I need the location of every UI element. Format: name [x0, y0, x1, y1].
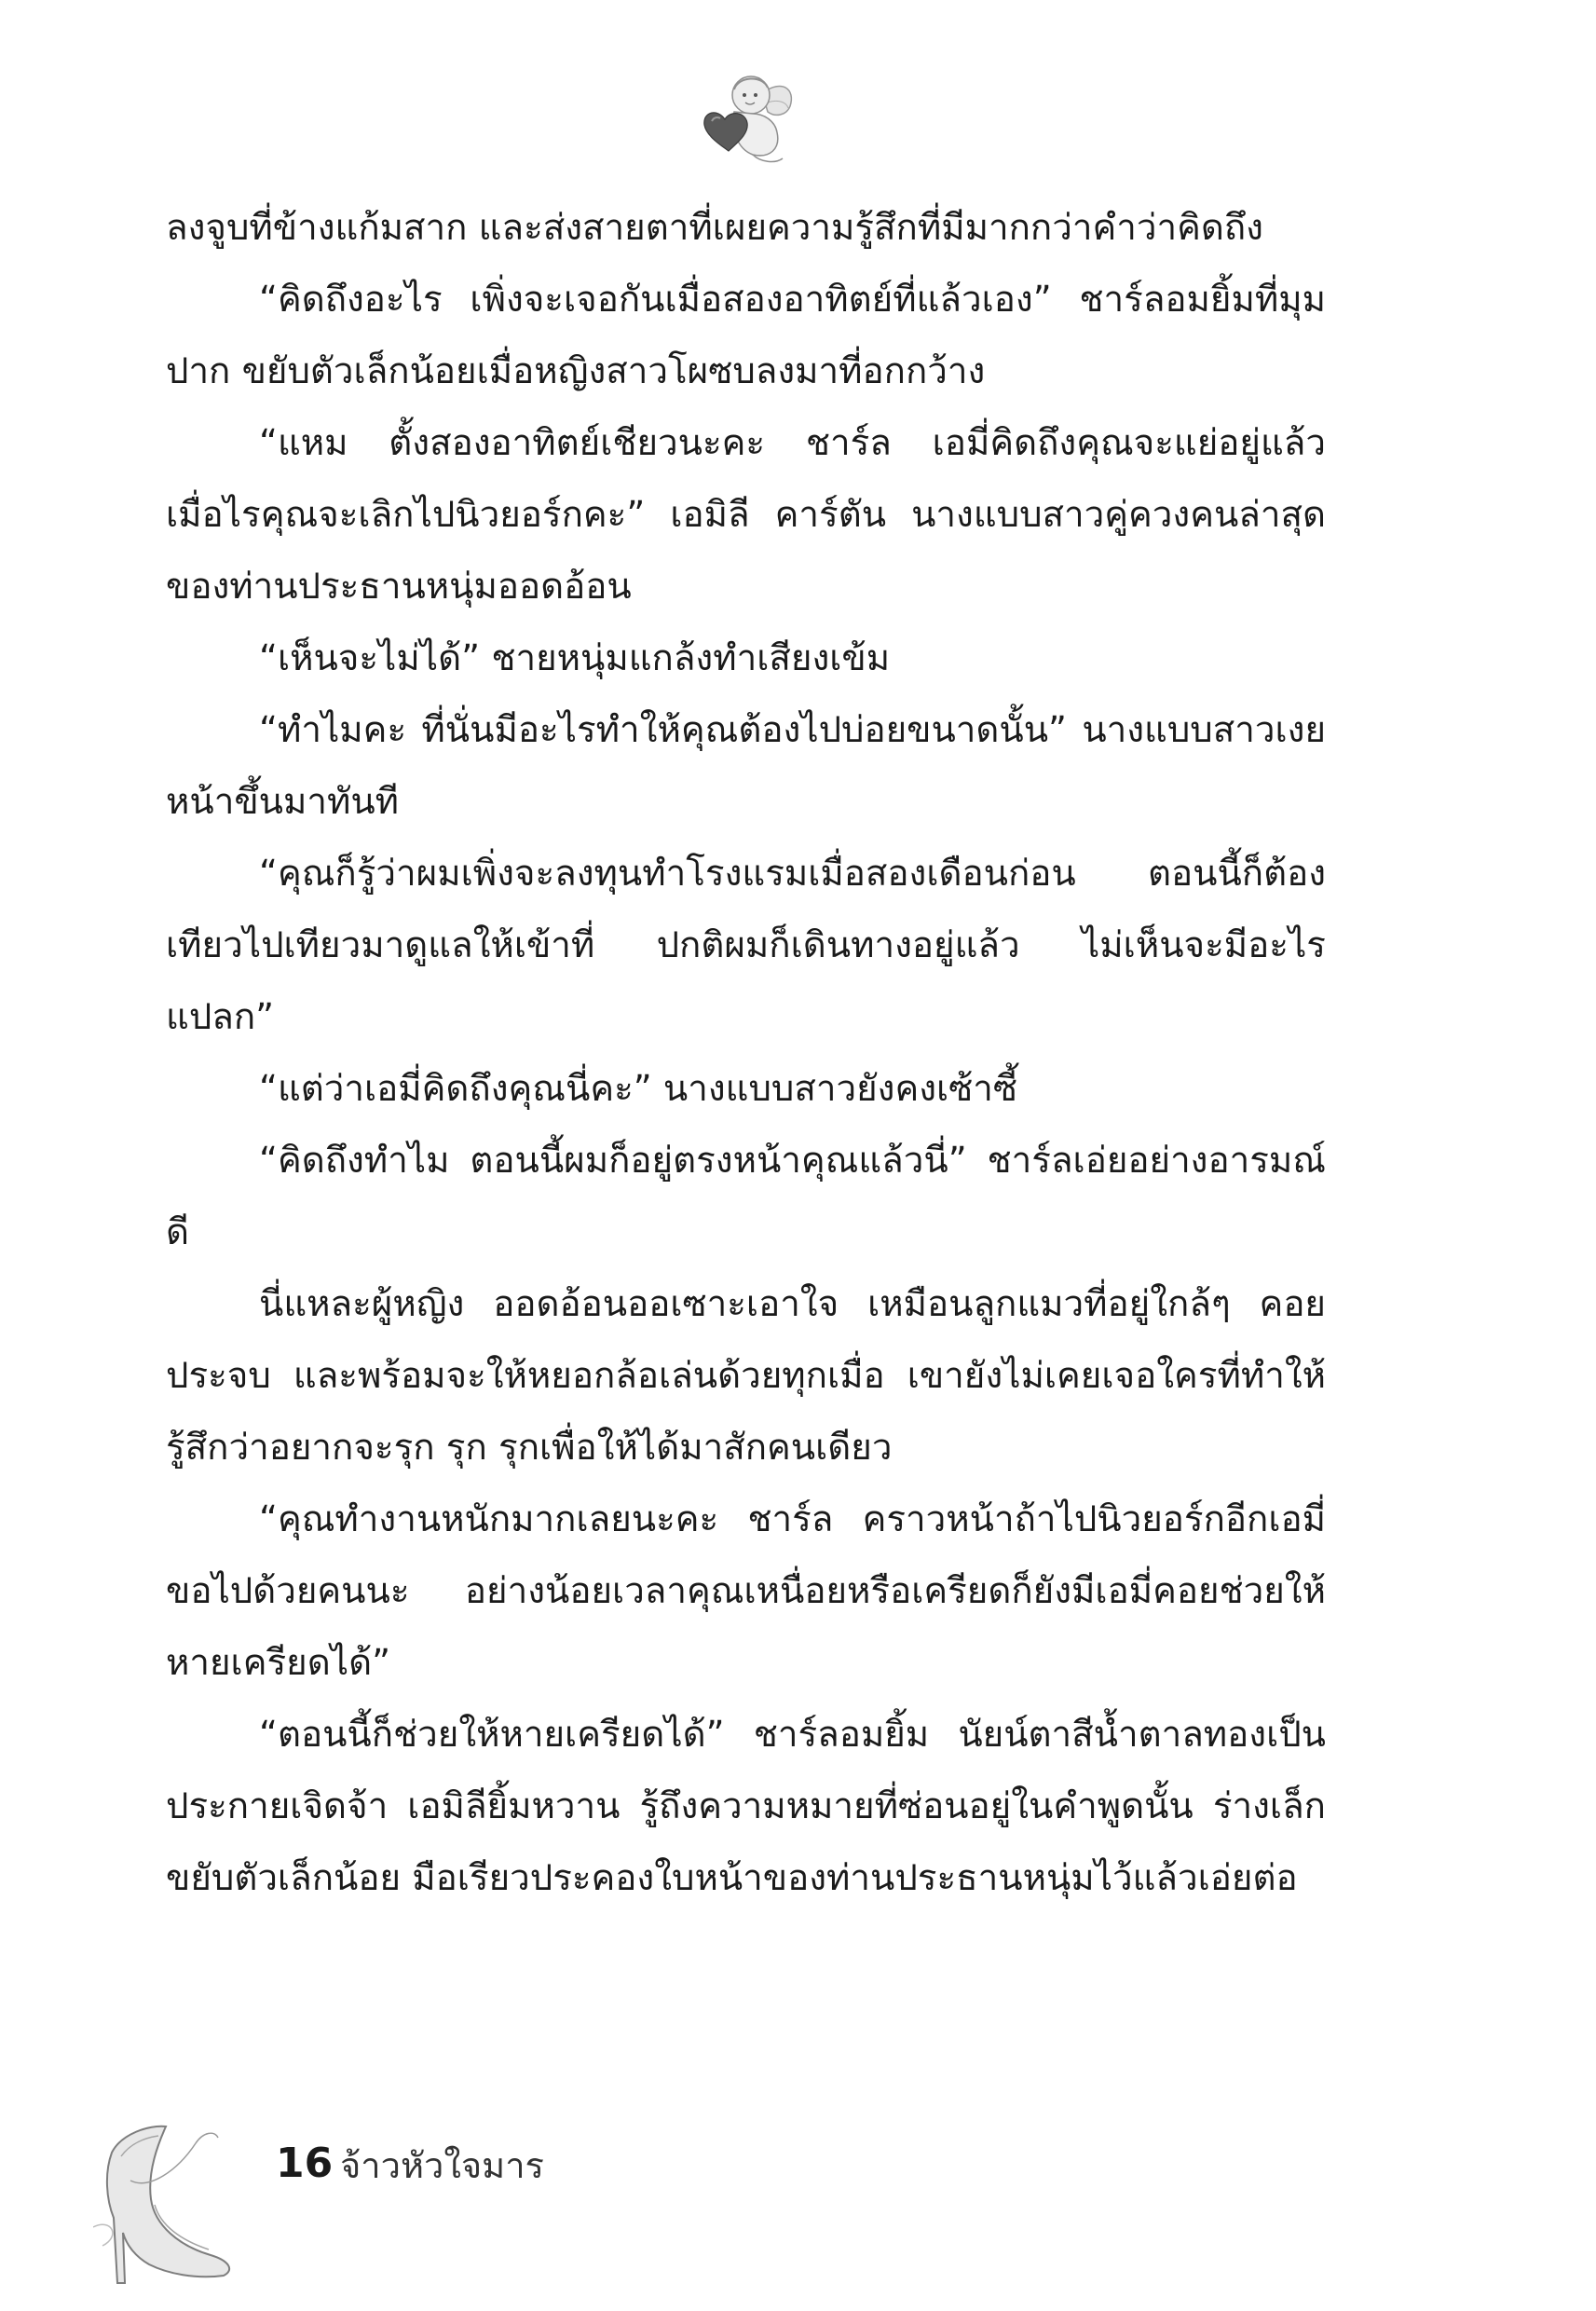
high-heel-shoe-icon: [93, 2115, 242, 2292]
paragraph: “คุณทำงานหนักมากเลยนะคะ ชาร์ล คราวหน้าถ้าไปนิวยอร์กอีกเอมี่ขอไปด้วยคนนะ อย่างน้อยเวลาคุณเหนื่อยหรือเครียดก็ยังมีเอมี่คอยช่วยให้หายเครียดได้”: [166, 1498, 1326, 1684]
paragraph: “แหม ตั้งสองอาทิตย์เชียวนะคะ ชาร์ล เอมี่คิดถึงคุณจะแย่อยู่แล้ว เมื่อไรคุณจะเลิกไปนิวยอร์กคะ” เอมิลี คาร์ตัน นางแบบสาวคู่ควงคนล่าสุดของท่านประธานหนุ่มออดอ้อน: [166, 422, 1326, 608]
cupid-heart-icon: [697, 65, 799, 168]
paragraph: “ตอนนี้ก็ช่วยให้หายเครียดได้” ชาร์ลอมยิ้ม นัยน์ตาสีน้ำตาลทองเป็นประกายเจิดจ้า เอมิลียิ้มหวาน รู้ถึงความหมายที่ซ่อนอยู่ในคำพูดนั้น ร่างเล็กขยับตัวเล็กน้อย มือเรียวประคองใบหน้าของท่านประธานหนุ่มไว้แล้วเอ่ยต่อ: [166, 1714, 1326, 1899]
paragraph: “ทำไมคะ ที่นั่นมีอะไรทำให้คุณต้องไปบ่อยขนาดนั้น” นางแบบสาวเงยหน้าขึ้นมาทันที: [166, 709, 1326, 823]
paragraph: “คิดถึงอะไร เพิ่งจะเจอกันเมื่อสองอาทิตย์ที่แล้วเอง” ชาร์ลอมยิ้มที่มุมปาก ขยับตัวเล็กน้อยเมื่อหญิงสาวโผซบลงมาที่อกกว้าง: [166, 279, 1326, 392]
paragraph: “คุณก็รู้ว่าผมเพิ่งจะลงทุนทำโรงแรมเมื่อสองเดือนก่อน ตอนนี้ก็ต้องเทียวไปเทียวมาดูแลให้เข้าที่ ปกติผมก็เดินทางอยู่แล้ว ไม่เห็นจะมีอะไรแปลก”: [166, 853, 1326, 1038]
body-text: [166, 192, 1326, 1914]
paragraph: “คิดถึงทำไม ตอนนี้ผมก็อยู่ตรงหน้าคุณแล้วนี่” ชาร์ลเอ่ยอย่างอารมณ์ดี: [166, 1140, 1326, 1253]
paragraph: “แต่ว่าเอมี่คิดถึงคุณนี่คะ” นางแบบสาวยังคงเซ้าซี้: [259, 1068, 1018, 1110]
paragraph: “เห็นจะไม่ได้” ชายหนุ่มแกล้งทำเสียงเข้ม: [259, 637, 891, 679]
book-title: จ้าวหัวใจมาร: [340, 2145, 544, 2186]
page-number: 16: [276, 2140, 334, 2187]
paragraph: นี่แหละผู้หญิง ออดอ้อนออเซาะเอาใจ เหมือนลูกแมวที่อยู่ใกล้ๆ คอยประจบ และพร้อมจะให้หยอกล้อเล่นด้วยทุกเมื่อ เขายังไม่เคยเจอใครที่ทำให้รู้สึกว่าอยากจะรุก รุก รุกเพื่อให้ได้มาสักคนเดียว: [166, 1283, 1326, 1469]
paragraph: ลงจูบที่ข้างแก้มสาก และส่งสายตาที่เผยความรู้สึกที่มีมากกว่าคำว่าคิดถึง: [166, 207, 1263, 249]
